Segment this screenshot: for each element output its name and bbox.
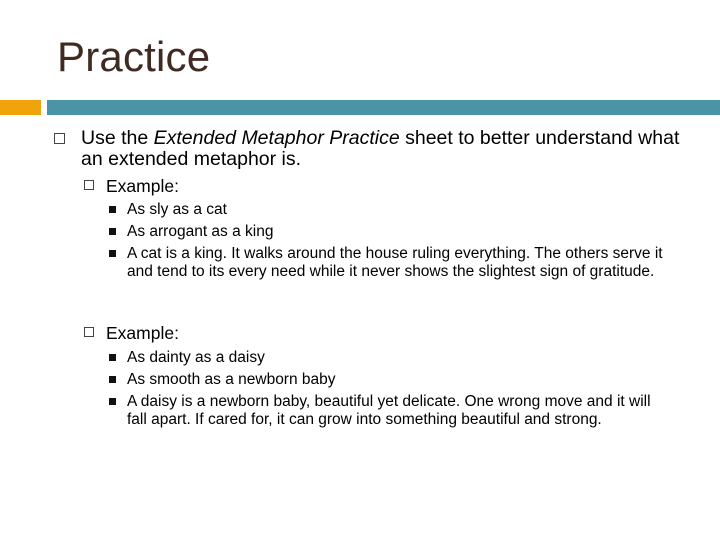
example-heading-2: Example: — [84, 323, 179, 343]
list-item: A cat is a king. It walks around the house ruling everything. The others serve it and tend to its every need while it never shows the slightest sign of gratitude. — [109, 245, 669, 281]
hollow-square-bullet-icon — [84, 327, 94, 337]
sheet-name: Extended Metaphor Practice — [153, 127, 400, 149]
square-bullet-icon — [109, 250, 116, 257]
square-bullet-icon — [109, 228, 116, 235]
hollow-square-bullet-icon — [84, 180, 94, 190]
list-item: A daisy is a newborn baby, beautiful yet delicate. One wrong move and it will fall apart. If cared for, it can grow into something beautiful and strong. — [109, 393, 669, 429]
main-bullet-text: Use the Extended Metaphor Practice sheet to better understand what an extended metaphor is. — [81, 127, 680, 170]
square-bullet-icon — [109, 398, 116, 405]
slide-title: Practice — [57, 33, 211, 80]
list-item: As smooth as a newborn baby — [109, 371, 669, 389]
list-item: As sly as a cat — [109, 201, 669, 219]
main-bullet — [54, 128, 694, 170]
example-heading-1: Example: — [84, 176, 179, 196]
hollow-square-bullet-icon — [54, 133, 65, 144]
accent-bar-teal — [47, 100, 720, 115]
square-bullet-icon — [109, 354, 116, 361]
square-bullet-icon — [109, 376, 116, 383]
list-item: As arrogant as a king — [109, 223, 669, 241]
square-bullet-icon — [109, 206, 116, 213]
accent-bar-orange — [0, 100, 41, 115]
list-item: As dainty as a daisy — [109, 349, 669, 367]
